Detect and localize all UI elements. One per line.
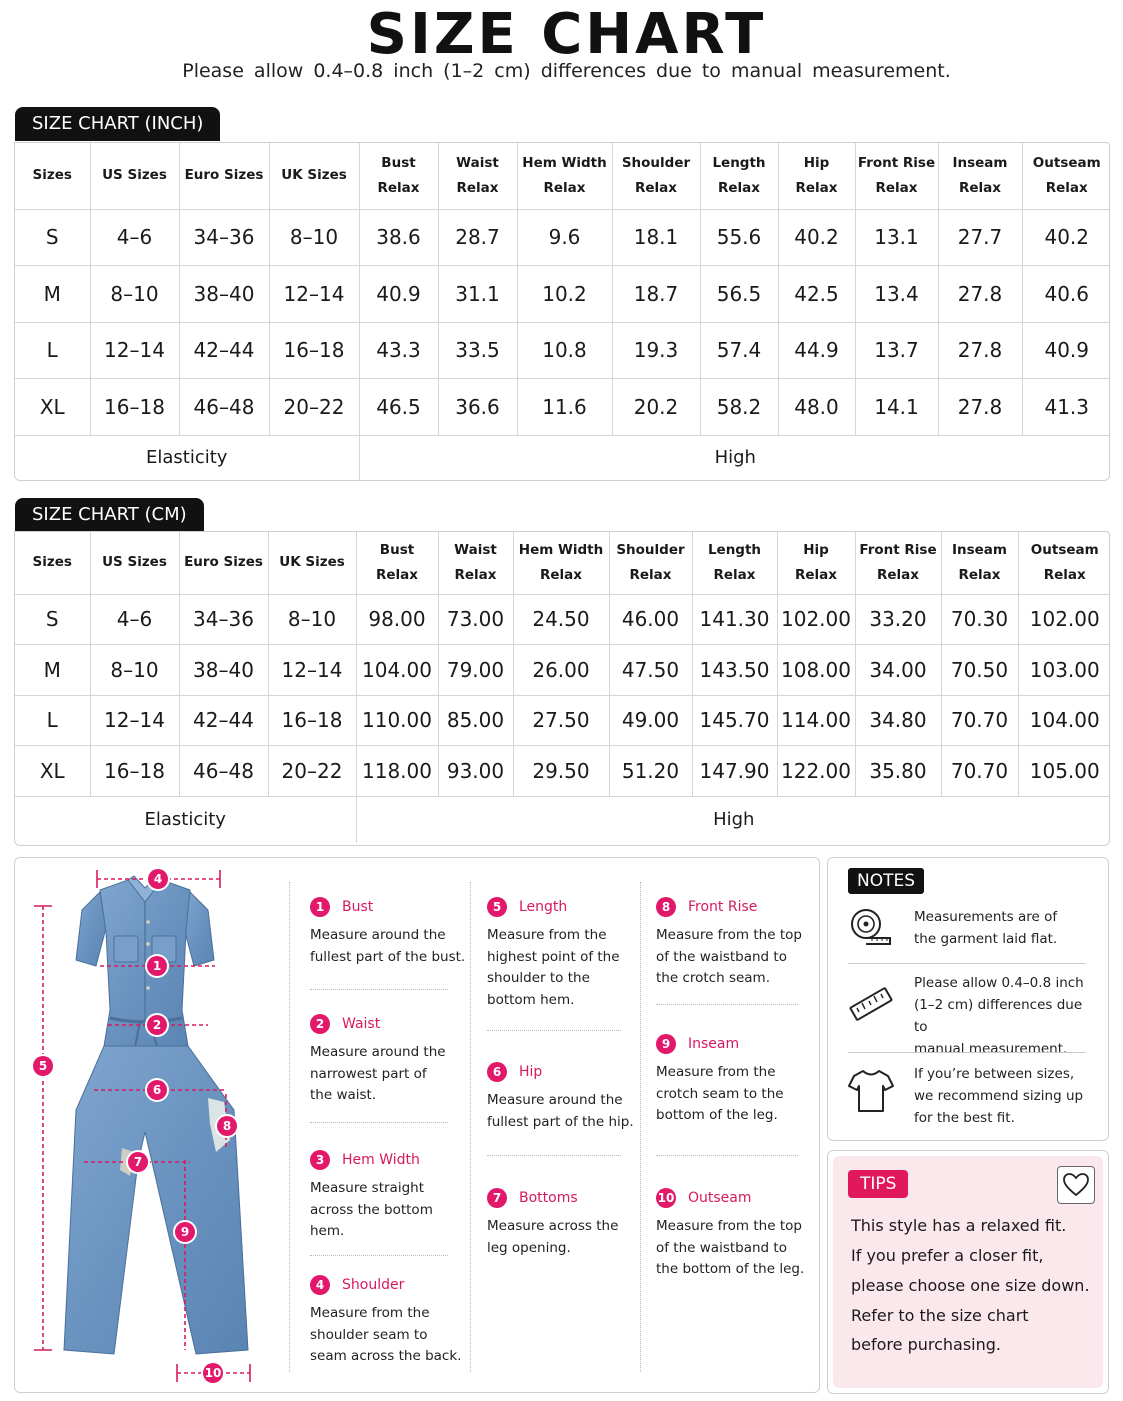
column-header: US Sizes xyxy=(90,532,179,594)
table-cell: 38.6 xyxy=(359,209,438,266)
tips-background xyxy=(833,1156,1103,1388)
measurement-item-front-rise xyxy=(656,897,802,990)
column-divider xyxy=(470,882,471,1372)
number-badge: 2 xyxy=(310,1014,330,1034)
table-cell: 38–40 xyxy=(179,266,269,323)
table-cell: 93.00 xyxy=(438,746,513,797)
table-cell: 27.8 xyxy=(938,379,1022,436)
notes-tab: NOTES xyxy=(848,868,924,894)
column-header: Hip Relax xyxy=(778,143,855,209)
number-badge: 1 xyxy=(310,897,330,917)
column-header: Hem Width Relax xyxy=(513,532,609,594)
table-cell: 42–44 xyxy=(179,695,268,746)
note-text: Please allow 0.4–0.8 inch (1–2 cm) differences due to manual measurement. xyxy=(914,975,1084,1057)
table-cell: 27.7 xyxy=(938,209,1022,266)
table-cell: 12–14 xyxy=(268,645,356,696)
tape-measure-icon xyxy=(848,906,894,948)
column-header: Length Relax xyxy=(692,532,777,594)
measurement-heading xyxy=(487,1062,634,1082)
measurement-heading xyxy=(487,1188,618,1208)
table-cell: 27.50 xyxy=(513,695,609,746)
tips-tab: TIPS xyxy=(848,1170,908,1198)
column-header: Waist Relax xyxy=(438,143,517,209)
table-cell: 20.2 xyxy=(612,379,700,436)
column-header: Inseam Relax xyxy=(941,532,1018,594)
measurement-description: Measure across the leg opening. xyxy=(487,1218,619,1256)
column-header: Hem Width Relax xyxy=(517,143,612,209)
cm-table-tab: SIZE CHART (CM) xyxy=(15,498,204,532)
table-cell: 58.2 xyxy=(700,379,778,436)
measurement-description: Measure from the highest point of the shoulder to the bottom hem. xyxy=(487,927,620,1008)
column-header: Euro Sizes xyxy=(179,532,268,594)
table-cell: 38–40 xyxy=(179,645,268,696)
number-badge: 10 xyxy=(656,1188,676,1208)
tips-box xyxy=(827,1150,1109,1394)
table-cell: 18.7 xyxy=(612,266,700,323)
number-badge: 7 xyxy=(487,1188,507,1208)
table-cell: 35.80 xyxy=(855,746,941,797)
elasticity-value: High xyxy=(356,796,1110,843)
measurement-heading xyxy=(310,897,465,917)
table-cell: 13.4 xyxy=(855,266,938,323)
table-cell: 16–18 xyxy=(269,322,359,379)
row-divider xyxy=(656,1004,798,1005)
table-cell: 36.6 xyxy=(438,379,517,436)
column-header: UK Sizes xyxy=(269,143,359,209)
row-divider xyxy=(310,1122,448,1123)
table-cell: 33.20 xyxy=(855,594,941,645)
table-cell: 27.8 xyxy=(938,322,1022,379)
column-header: Front Rise Relax xyxy=(855,143,938,209)
measurement-heading xyxy=(656,897,802,917)
measurement-description: Measure straight across the bottom hem. xyxy=(310,1180,433,1239)
measurement-description: Measure from the top of the waistband to the bottom of the leg. xyxy=(656,1218,805,1277)
measurement-description: Measure from the crotch seam to the bottom of the leg. xyxy=(656,1064,784,1123)
table-cell: 51.20 xyxy=(609,746,692,797)
table-cell: 40.9 xyxy=(359,266,438,323)
table-cell: M xyxy=(15,266,90,323)
table-cell: L xyxy=(15,695,90,746)
table-cell: 79.00 xyxy=(438,645,513,696)
table-cell: XL xyxy=(15,379,90,436)
table-cell: 12–14 xyxy=(90,322,179,379)
table-cell: 70.70 xyxy=(941,746,1018,797)
table-cell: 110.00 xyxy=(356,695,438,746)
table-cell: 143.50 xyxy=(692,645,777,696)
measurement-heading xyxy=(656,1188,804,1208)
measurement-item-bust xyxy=(310,897,465,968)
table-cell: 40.9 xyxy=(1022,322,1110,379)
table-cell: 70.50 xyxy=(941,645,1018,696)
table-cell: 8–10 xyxy=(90,266,179,323)
measurement-heading xyxy=(310,1014,446,1034)
table-cell: 24.50 xyxy=(513,594,609,645)
measurement-title: Shoulder xyxy=(342,1277,405,1293)
measurement-title: Inseam xyxy=(688,1036,740,1052)
table-cell: 102.00 xyxy=(1018,594,1110,645)
column-header: US Sizes xyxy=(90,143,179,209)
table-cell: 70.70 xyxy=(941,695,1018,746)
measurement-title: Waist xyxy=(342,1016,381,1032)
table-cell: 46.5 xyxy=(359,379,438,436)
table-cell: 10.8 xyxy=(517,322,612,379)
table-cell: 102.00 xyxy=(777,594,855,645)
number-badge: 9 xyxy=(656,1034,676,1054)
table-cell: 40.2 xyxy=(1022,209,1110,266)
column-header: UK Sizes xyxy=(268,532,356,594)
measurement-title: Bottoms xyxy=(519,1190,578,1206)
row-divider xyxy=(310,989,448,990)
diagram-marker: 7 xyxy=(128,1152,148,1172)
table-cell: 122.00 xyxy=(777,746,855,797)
column-header: Front Rise Relax xyxy=(855,532,941,594)
table-cell: 40.2 xyxy=(778,209,855,266)
table-cell: 34–36 xyxy=(179,594,268,645)
table-cell: 34.00 xyxy=(855,645,941,696)
table-cell: 47.50 xyxy=(609,645,692,696)
note-divider xyxy=(848,1052,1086,1053)
table-cell: 33.5 xyxy=(438,322,517,379)
measurement-item-hem-width xyxy=(310,1150,433,1243)
table-cell: 43.3 xyxy=(359,322,438,379)
table-cell: 31.1 xyxy=(438,266,517,323)
measurement-heading xyxy=(310,1150,433,1170)
table-cell: 46.00 xyxy=(609,594,692,645)
note-divider xyxy=(848,963,1086,964)
measurement-title: Hip xyxy=(519,1064,543,1080)
table-cell: 114.00 xyxy=(777,695,855,746)
table-cell: 13.7 xyxy=(855,322,938,379)
measurement-heading xyxy=(656,1034,784,1054)
measurement-item-bottoms xyxy=(487,1188,618,1259)
notes-box xyxy=(827,857,1109,1141)
diagram-marker: 4 xyxy=(148,869,168,889)
column-header: Hip Relax xyxy=(777,532,855,594)
measurement-title: Front Rise xyxy=(688,899,758,915)
table-cell: 145.70 xyxy=(692,695,777,746)
note-item xyxy=(848,1063,1098,1133)
number-badge: 8 xyxy=(656,897,676,917)
table-cell: 141.30 xyxy=(692,594,777,645)
table-cell: 4–6 xyxy=(90,594,179,645)
table-cell: 70.30 xyxy=(941,594,1018,645)
measurement-item-inseam xyxy=(656,1034,784,1127)
table-cell: 11.6 xyxy=(517,379,612,436)
table-cell: 4–6 xyxy=(90,209,179,266)
table-cell: 46–48 xyxy=(179,746,268,797)
number-badge: 4 xyxy=(310,1275,330,1295)
diagram-marker: 8 xyxy=(217,1116,237,1136)
tips-text-line: Refer to the size chart xyxy=(851,1306,1029,1325)
table-cell: 10.2 xyxy=(517,266,612,323)
measurement-description: Measure from the shoulder seam to seam across the back. xyxy=(310,1305,462,1364)
column-header: Outseam Relax xyxy=(1018,532,1110,594)
table-cell: 14.1 xyxy=(855,379,938,436)
table-cell: 48.0 xyxy=(778,379,855,436)
table-cell: 105.00 xyxy=(1018,746,1110,797)
measurement-item-shoulder xyxy=(310,1275,461,1368)
diagram-marker: 9 xyxy=(175,1222,195,1242)
measurement-item-length xyxy=(487,897,620,1011)
tips-text-line: If you prefer a closer fit, xyxy=(851,1246,1044,1265)
column-header: Inseam Relax xyxy=(938,143,1022,209)
table-cell: 29.50 xyxy=(513,746,609,797)
heart-icon xyxy=(1058,1167,1094,1203)
measurement-title: Bust xyxy=(342,899,374,915)
number-badge: 5 xyxy=(487,897,507,917)
table-cell: 98.00 xyxy=(356,594,438,645)
inch-table-tab: SIZE CHART (INCH) xyxy=(15,107,220,141)
table-cell: S xyxy=(15,594,90,645)
table-cell: 73.00 xyxy=(438,594,513,645)
page-subtitle: Please allow 0.4–0.8 inch (1–2 cm) differences due to manual measurement. xyxy=(182,60,951,82)
column-divider xyxy=(640,882,641,1372)
row-divider xyxy=(656,1155,798,1156)
table-cell: 44.9 xyxy=(778,322,855,379)
diagram-marker: 1 xyxy=(147,956,167,976)
table-cell: 42.5 xyxy=(778,266,855,323)
measurement-title: Hem Width xyxy=(342,1152,420,1168)
column-divider xyxy=(289,882,290,1372)
elasticity-label: Elasticity xyxy=(15,796,356,843)
table-cell: 16–18 xyxy=(90,746,179,797)
column-header: Waist Relax xyxy=(438,532,513,594)
table-cell: 8–10 xyxy=(268,594,356,645)
table-cell: 34.80 xyxy=(855,695,941,746)
measurement-heading xyxy=(310,1275,461,1295)
table-cell: 104.00 xyxy=(1018,695,1110,746)
number-badge: 3 xyxy=(310,1150,330,1170)
table-cell: 26.00 xyxy=(513,645,609,696)
table-cell: 16–18 xyxy=(90,379,179,436)
table-cell: 13.1 xyxy=(855,209,938,266)
table-cell: 104.00 xyxy=(356,645,438,696)
table-cell: 19.3 xyxy=(612,322,700,379)
column-header: Sizes xyxy=(15,532,90,594)
table-cell: 103.00 xyxy=(1018,645,1110,696)
table-cell: 16–18 xyxy=(268,695,356,746)
diagram-marker: 6 xyxy=(147,1080,167,1100)
table-cell: 8–10 xyxy=(90,645,179,696)
measurement-description: Measure around the fullest part of the hip. xyxy=(487,1092,634,1130)
page-title: SIZE CHART xyxy=(366,2,767,67)
table-cell: 108.00 xyxy=(777,645,855,696)
table-cell: 55.6 xyxy=(700,209,778,266)
table-cell: XL xyxy=(15,746,90,797)
table-cell: S xyxy=(15,209,90,266)
favorite-button[interactable] xyxy=(1057,1166,1095,1204)
row-divider xyxy=(487,1030,621,1031)
table-cell: 28.7 xyxy=(438,209,517,266)
measurement-description: Measure around the fullest part of the bust. xyxy=(310,927,466,965)
table-cell: 34–36 xyxy=(179,209,269,266)
note-item xyxy=(848,906,1098,962)
table-cell: 49.00 xyxy=(609,695,692,746)
diagram-marker: 2 xyxy=(147,1015,167,1035)
table-cell: 20–22 xyxy=(269,379,359,436)
table-cell: 56.5 xyxy=(700,266,778,323)
tips-text-line: This style has a relaxed fit. xyxy=(851,1216,1067,1235)
measurement-title: Outseam xyxy=(688,1190,752,1206)
measurement-heading xyxy=(487,897,620,917)
table-cell: 85.00 xyxy=(438,695,513,746)
table-cell: L xyxy=(15,322,90,379)
measurement-description: Measure around the narrowest part of the waist. xyxy=(310,1044,446,1103)
tips-text-line: please choose one size down. xyxy=(851,1276,1090,1295)
note-text: Measurements are of the garment laid flat. xyxy=(914,909,1058,947)
table-cell: M xyxy=(15,645,90,696)
measurement-description: Measure from the top of the waistband to the crotch seam. xyxy=(656,927,802,986)
elasticity-value: High xyxy=(359,435,1110,480)
table-cell: 147.90 xyxy=(692,746,777,797)
number-badge: 6 xyxy=(487,1062,507,1082)
column-header: Length Relax xyxy=(700,143,778,209)
note-item xyxy=(848,972,1098,1057)
measurement-title: Length xyxy=(519,899,568,915)
ruler-icon xyxy=(848,982,894,1028)
table-cell: 46–48 xyxy=(179,379,269,436)
table-cell: 12–14 xyxy=(269,266,359,323)
column-header: Shoulder Relax xyxy=(612,143,700,209)
diagram-marker: 5 xyxy=(33,1056,53,1076)
measurement-item-hip xyxy=(487,1062,634,1133)
table-cell: 8–10 xyxy=(269,209,359,266)
table-cell: 40.6 xyxy=(1022,266,1110,323)
table-cell: 41.3 xyxy=(1022,379,1110,436)
table-cell: 118.00 xyxy=(356,746,438,797)
row-divider xyxy=(310,1255,448,1256)
table-cell: 42–44 xyxy=(179,322,269,379)
measurement-item-waist xyxy=(310,1014,446,1107)
table-cell: 20–22 xyxy=(268,746,356,797)
column-header: Outseam Relax xyxy=(1022,143,1110,209)
column-header: Bust Relax xyxy=(356,532,438,594)
note-text: If you’re between sizes, we recommend sizing up for the best fit. xyxy=(914,1066,1084,1126)
diagram-marker: 10 xyxy=(203,1363,223,1383)
table-cell: 57.4 xyxy=(700,322,778,379)
column-header: Bust Relax xyxy=(359,143,438,209)
table-cell: 18.1 xyxy=(612,209,700,266)
table-cell: 9.6 xyxy=(517,209,612,266)
elasticity-label: Elasticity xyxy=(15,435,359,480)
column-header: Sizes xyxy=(15,143,90,209)
column-header: Euro Sizes xyxy=(179,143,269,209)
measurement-item-outseam xyxy=(656,1188,804,1281)
row-divider xyxy=(487,1155,621,1156)
column-header: Shoulder Relax xyxy=(609,532,692,594)
table-cell: 12–14 xyxy=(90,695,179,746)
tips-text-line: before purchasing. xyxy=(851,1335,1002,1354)
tshirt-icon xyxy=(848,1067,894,1113)
table-cell: 27.8 xyxy=(938,266,1022,323)
